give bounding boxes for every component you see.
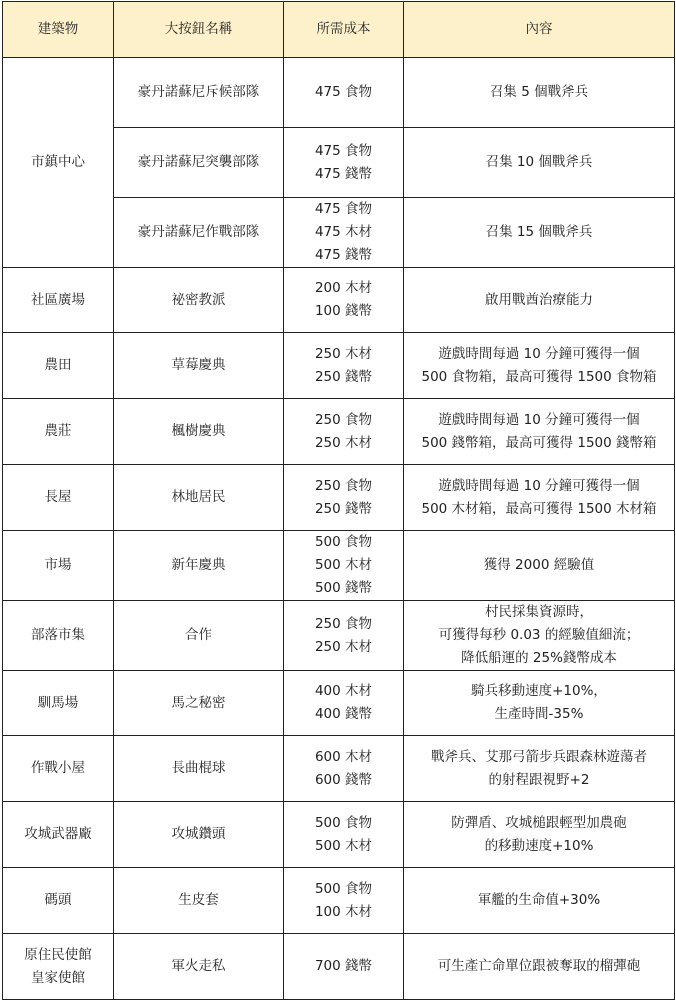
cost-cell-line: 250 錢幣 (314, 368, 373, 385)
content-cell-line: 生產時間-35% (494, 706, 584, 722)
cost-cell-line: 600 錢幣 (314, 771, 373, 788)
content-cell-line: 村民採集資源時， (485, 604, 593, 620)
content-cell-line: 500 木材箱，最高可獲得 1500 木材箱 (421, 500, 657, 517)
cost-cell-line: 500 食物 (314, 534, 373, 550)
button-name-cell: 攻城鑽頭 (114, 802, 284, 868)
building-cell-line: 社區廣場 (31, 291, 85, 308)
cost-cell-line: 500 錢幣 (314, 580, 373, 596)
header-content: 內容 (404, 2, 675, 58)
content-cell-line: 遊戲時間每過 10 分鐘可獲得一個 (438, 345, 640, 362)
cost-cell-line: 250 錢幣 (314, 500, 373, 517)
content-cell-line: 騎兵移動速度+10%， (471, 683, 607, 699)
content-cell (404, 399, 675, 465)
cost-cell-line: 500 木材 (314, 557, 373, 573)
content-cell (404, 128, 675, 198)
table-row (3, 802, 675, 868)
cost-cell-line: 250 食物 (314, 615, 373, 632)
building-cell (3, 802, 114, 868)
cost-cell-line: 200 木材 (314, 280, 373, 296)
button-name-cell: 祕密教派 (114, 268, 284, 333)
cost-cell-line: 250 食物 (314, 477, 373, 494)
cost-cell (284, 868, 404, 934)
building-cell (3, 399, 114, 465)
button-name-cell: 林地居民 (114, 465, 284, 531)
button-name-cell: 馬之秘密 (114, 671, 284, 736)
cost-cell-line: 475 錢幣 (314, 247, 373, 263)
building-cell (3, 601, 114, 671)
button-name-cell: 豪丹諾蘇尼突襲部隊 (114, 128, 284, 198)
cost-cell-line: 475 食物 (314, 201, 373, 217)
cost-cell (284, 128, 404, 198)
cost-cell-line: 400 木材 (314, 683, 373, 699)
cost-cell (284, 736, 404, 802)
cost-cell (284, 465, 404, 531)
cost-cell-line: 250 木材 (314, 434, 373, 451)
cost-cell (284, 531, 404, 601)
building-cell-line: 馴馬場 (37, 694, 79, 711)
cost-cell-line: 500 木材 (314, 837, 373, 854)
cost-cell-line: 600 木材 (314, 748, 373, 765)
cost-cell-line: 250 食物 (314, 411, 373, 428)
content-cell (404, 934, 675, 1000)
content-cell (404, 601, 675, 671)
building-cell (3, 671, 114, 736)
button-name-cell: 豪丹諾蘇尼作戰部隊 (114, 198, 284, 268)
content-cell-line: 的移動速度+10% (484, 837, 594, 854)
table-row (3, 934, 675, 1000)
building-cell-line: 攻城武器廠 (24, 826, 92, 842)
content-cell-line: 召集 15 個戰斧兵 (485, 224, 593, 240)
building-cell (3, 268, 114, 333)
header-building: 建築物 (3, 2, 114, 58)
content-cell-line: 可獲得每秒 0.03 的經驗值細流； (438, 627, 640, 643)
content-cell-line: 啟用戰酋治療能力 (485, 291, 593, 308)
building-cell-line: 部落市集 (31, 627, 85, 643)
content-cell-line: 的射程跟視野+2 (488, 771, 590, 788)
cost-cell-line: 475 木材 (314, 224, 373, 240)
button-name-cell: 新年慶典 (114, 531, 284, 601)
building-cell-line: 作戰小屋 (31, 760, 85, 776)
cost-cell-line: 475 食物 (314, 84, 373, 100)
table-row (3, 58, 675, 128)
content-cell (404, 198, 675, 268)
content-cell-line: 軍艦的生命值+30% (477, 892, 601, 908)
button-name-cell: 豪丹諾蘇尼斥候部隊 (114, 58, 284, 128)
table-row (3, 268, 675, 333)
table-row (3, 333, 675, 399)
button-name-cell: 生皮套 (114, 868, 284, 934)
cost-cell (284, 802, 404, 868)
building-cell-line: 皇家使館 (31, 969, 85, 986)
header-cost: 所需成本 (284, 2, 404, 58)
building-cell (3, 736, 114, 802)
button-name-cell: 軍火走私 (114, 934, 284, 1000)
cost-cell-line: 100 錢幣 (314, 303, 373, 319)
table-row (3, 601, 675, 671)
building-cell-line: 農莊 (44, 423, 72, 439)
content-cell-line: 降低船運的 25%錢幣成本 (461, 650, 617, 666)
table-body (3, 58, 675, 1000)
building-cell (3, 333, 114, 399)
button-name-cell: 楓樹慶典 (114, 399, 284, 465)
building-cell (3, 868, 114, 934)
content-cell (404, 58, 675, 128)
cost-cell-line: 500 食物 (314, 814, 373, 831)
content-cell-line: 獲得 2000 經驗值 (483, 557, 595, 573)
content-cell-line: 可生產亡命單位跟被奪取的榴彈砲 (437, 958, 641, 974)
button-name-cell: 草莓慶典 (114, 333, 284, 399)
building-cell-line: 碼頭 (44, 892, 72, 908)
header-button-name: 大按鈕名稱 (114, 2, 284, 58)
cost-cell-line: 700 錢幣 (314, 958, 373, 974)
cost-cell-line: 475 錢幣 (314, 165, 373, 182)
building-cell-line: 市場 (44, 557, 72, 573)
table-header-row (3, 2, 675, 58)
cost-cell (284, 671, 404, 736)
building-cell-line: 長屋 (44, 489, 72, 505)
table-row (3, 531, 675, 601)
cost-cell (284, 934, 404, 1000)
content-cell-line: 戰斧兵、艾那弓箭步兵跟森林遊蕩者 (431, 748, 647, 765)
cost-cell-line: 250 木材 (314, 638, 373, 655)
building-upgrades-table (2, 1, 675, 1000)
cost-cell (284, 601, 404, 671)
content-cell-line: 召集 5 個戰斧兵 (489, 84, 589, 100)
content-cell (404, 868, 675, 934)
content-cell-line: 遊戲時間每過 10 分鐘可獲得一個 (438, 477, 640, 494)
table-row (3, 868, 675, 934)
table-row (3, 671, 675, 736)
content-cell (404, 736, 675, 802)
content-cell (404, 671, 675, 736)
button-name-cell: 合作 (114, 601, 284, 671)
cost-cell (284, 268, 404, 333)
building-cell (3, 934, 114, 1000)
content-cell (404, 802, 675, 868)
content-cell-line: 500 錢幣箱，最高可獲得 1500 錢幣箱 (421, 434, 657, 451)
cost-cell (284, 58, 404, 128)
cost-cell (284, 198, 404, 268)
content-cell (404, 268, 675, 333)
cost-cell-line: 400 錢幣 (314, 706, 373, 722)
content-cell-line: 遊戲時間每過 10 分鐘可獲得一個 (438, 411, 640, 428)
building-cell (3, 465, 114, 531)
table-row (3, 736, 675, 802)
content-cell-line: 500 食物箱，最高可獲得 1500 食物箱 (421, 368, 657, 385)
cost-cell (284, 399, 404, 465)
cost-cell (284, 333, 404, 399)
button-name-cell: 長曲棍球 (114, 736, 284, 802)
building-cell-line: 原住民使館 (24, 946, 92, 963)
content-cell (404, 465, 675, 531)
building-cell-line: 市鎮中心 (31, 154, 85, 170)
content-cell (404, 531, 675, 601)
cost-cell-line: 475 食物 (314, 142, 373, 159)
building-cell (3, 531, 114, 601)
cost-cell-line: 100 木材 (314, 903, 373, 920)
cost-cell-line: 250 木材 (314, 345, 373, 362)
content-cell (404, 333, 675, 399)
table-row (3, 399, 675, 465)
cost-cell-line: 500 食物 (314, 880, 373, 897)
content-cell-line: 召集 10 個戰斧兵 (485, 154, 593, 170)
building-cell-line: 農田 (44, 357, 72, 373)
building-cell (3, 58, 114, 268)
content-cell-line: 防彈盾、攻城槌跟輕型加農砲 (451, 814, 627, 831)
table-row (3, 465, 675, 531)
